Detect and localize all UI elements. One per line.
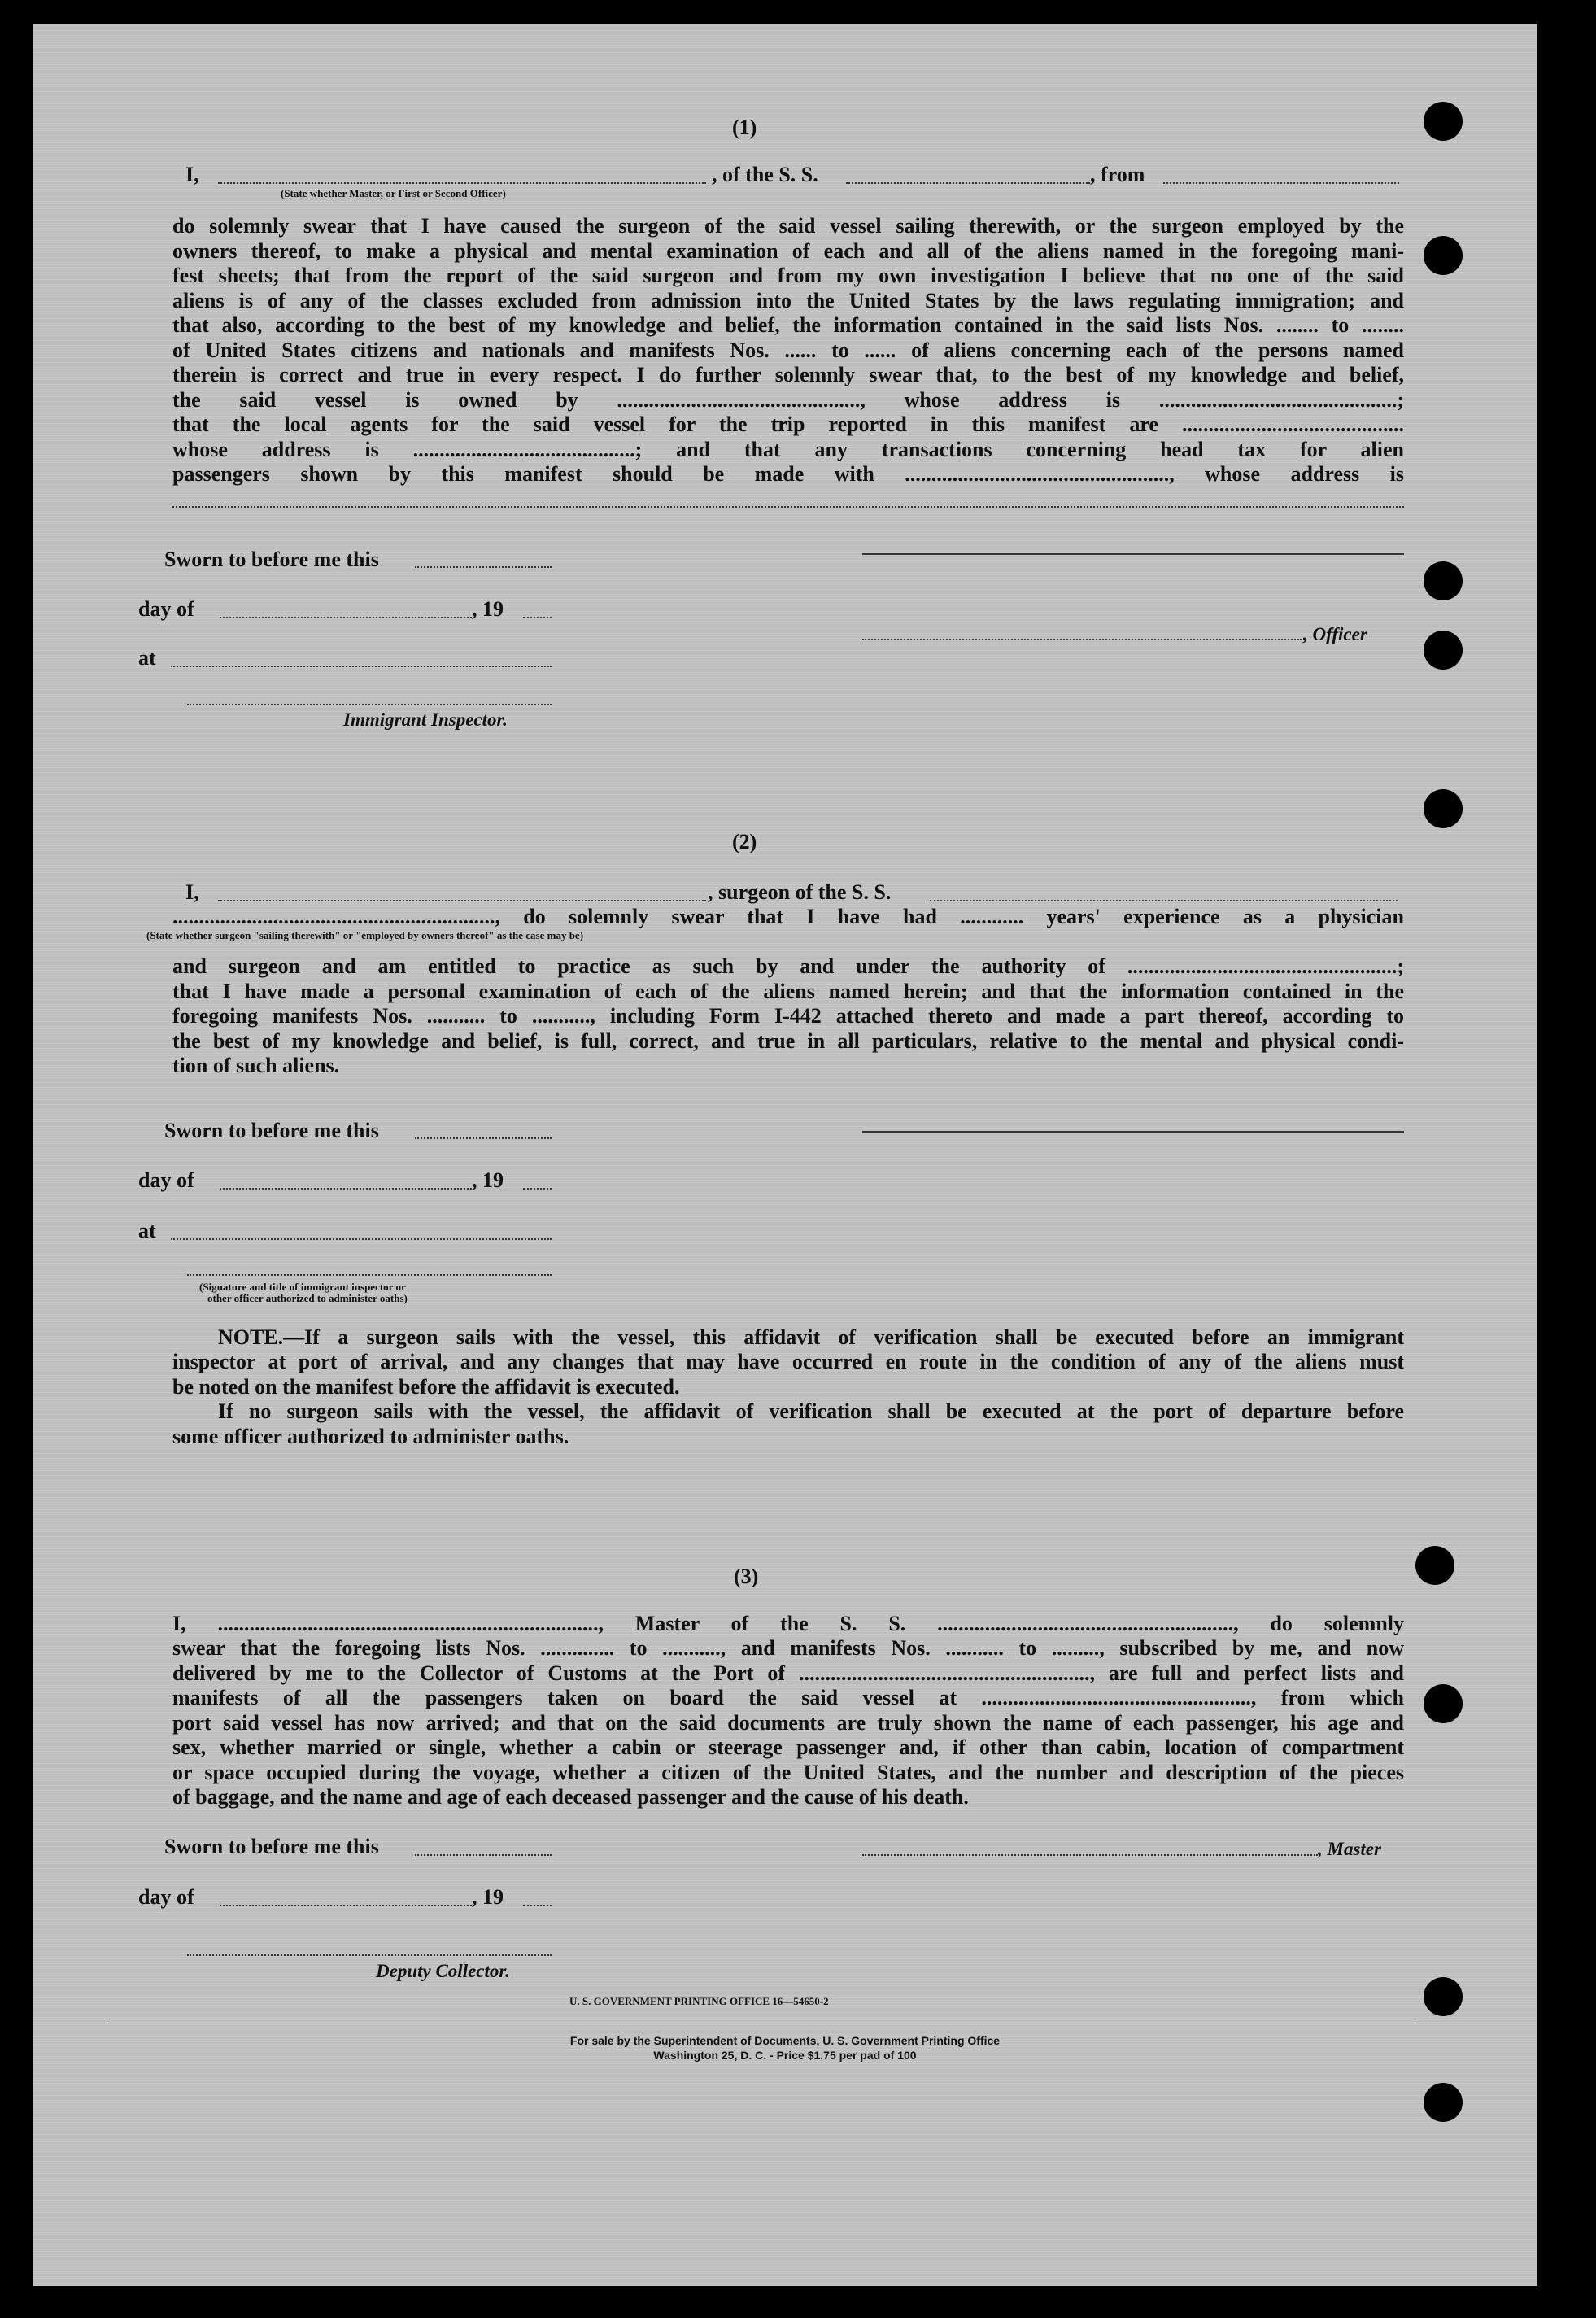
s2-caption: (State whether surgeon "sailing therewith" or "employed by owners thereof" as the case may be): [146, 929, 584, 941]
s3-day-line: [220, 1905, 472, 1906]
punch-hole-2: [1424, 236, 1463, 275]
s2-sworn-line: [415, 1137, 552, 1139]
s2-at-line: [171, 1238, 552, 1240]
punch-hole-7: [1424, 1684, 1463, 1723]
s1-inspector-label: Immigrant Inspector.: [343, 709, 508, 730]
s1-from-line: [1163, 182, 1399, 184]
s3-oath-line: delivered by me to the Collector of Customs at the Port of ......................................................., are full and perfect lists and: [172, 1661, 1404, 1685]
punch-hole-4: [1424, 631, 1463, 670]
s1-oath-line: aliens is of any of the classes excluded from admission into the United States by the laws regulating immigration; and: [172, 289, 1404, 312]
s1-day-line: [220, 617, 472, 618]
s2-oath-line: the best of my knowledge and belief, is full, correct, and true in all particulars, relative to the mental and physical condi-: [172, 1029, 1404, 1053]
s3-oath-line: sex, whether married or single, whether a cabin or steerage passenger and, if other than cabin, location of compartment: [172, 1735, 1404, 1759]
s1-oath-line: owners thereof, to make a physical and mental examination of each and all of the aliens named in the foregoing mani-: [172, 239, 1404, 263]
s3-sworn-line: [415, 1854, 552, 1856]
s1-officer-label: , Officer: [1303, 624, 1367, 644]
s1-from-label: , from: [1090, 163, 1145, 186]
s2-name-line: [218, 900, 706, 901]
s3-year-line: [523, 1905, 552, 1906]
s3-day-label: day of: [138, 1885, 194, 1909]
s2-oath-line: ............................................................., do solemnly swear that I have had ............ years' experience as a physician: [172, 905, 1404, 928]
s2-sig-caption-1: (Signature and title of immigrant inspector or: [199, 1281, 406, 1293]
s3-oath-line: or space occupied during the voyage, whether a citizen of the United States, and the number and description of the pieces: [172, 1761, 1404, 1784]
s3-deputy-label: Deputy Collector.: [376, 1961, 510, 1981]
s1-sworn-line: [415, 566, 552, 568]
s1-oath-line: that the local agents for the said vessel for the trip reported in this manifest are ..........................................: [172, 413, 1404, 436]
punch-hole-5: [1424, 789, 1463, 828]
punch-hole-8: [1424, 1977, 1463, 2016]
s1-sworn-label: Sworn to before me this: [164, 548, 379, 571]
s1-day-label: day of: [138, 597, 194, 621]
s2-year-line: [523, 1188, 552, 1190]
s2-i-label: I,: [185, 880, 199, 904]
s1-inspector-line: [187, 704, 552, 705]
s1-oath-line: passengers shown by this manifest should be made with .................................................., whose address is: [172, 462, 1404, 486]
s1-year-line: [523, 617, 552, 618]
s1-ss-label: , of the S. S.: [712, 163, 818, 186]
s1-oath-line: therein is correct and true in every respect. I do further solemnly swear that, to the best of my knowledge and belief,: [172, 363, 1404, 386]
s3-oath-line: of baggage, and the name and age of each deceased passenger and the cause of his death.: [172, 1785, 969, 1809]
section-3-number: (3): [734, 1565, 759, 1588]
s1-officer-sign-line: [862, 553, 1404, 555]
form-page: [33, 24, 1537, 2286]
s1-i-label: I,: [185, 163, 199, 186]
punch-hole-3: [1424, 561, 1463, 600]
s1-oath-line: do solemnly swear that I have caused the surgeon of the said vessel sailing therewith, or the surgeon employed by the: [172, 214, 1404, 238]
s2-sign-line: [862, 1131, 1404, 1133]
s3-oath-line: swear that the foregoing lists Nos. .............. to ..........., and manifests Nos. ........... to ........., subscribed by me, and now: [172, 1636, 1404, 1660]
s2-note-line: inspector at port of arrival, and any changes that may have occurred en route in the condition of any of the aliens must: [172, 1350, 1404, 1373]
s3-year-label: , 19: [472, 1885, 504, 1909]
s1-oath-line: whose address is ..........................................; and that any transactions concerning head tax for alien: [172, 438, 1404, 461]
printer-line: U. S. GOVERNMENT PRINTING OFFICE 16—54650-2: [569, 1995, 829, 2007]
s2-sig-caption-2: other officer authorized to administer oaths): [207, 1292, 408, 1304]
s1-at-label: at: [138, 646, 156, 670]
s3-master-line: [862, 1854, 1318, 1856]
punch-hole-6: [1415, 1546, 1454, 1585]
section-2-number: (2): [732, 830, 757, 853]
s1-officer-line: [218, 182, 706, 184]
s2-year-label: , 19: [472, 1168, 504, 1192]
footer-line-1: For sale by the Superintendent of Documents, U. S. Government Printing Office: [569, 2034, 1001, 2047]
s2-note-line: If no surgeon sails with the vessel, the affidavit of verification shall be executed at the port of departure before: [218, 1399, 1404, 1423]
s3-oath-line: manifests of all the passengers taken on board the said vessel at ..................................................., from which: [172, 1686, 1404, 1709]
s3-master-label: , Master: [1318, 1839, 1381, 1859]
s1-officer-line-2: [862, 639, 1302, 640]
s2-surgeon-label: , surgeon of the S. S.: [708, 880, 892, 904]
s2-day-label: day of: [138, 1168, 194, 1192]
footer-line-2: Washington 25, D. C. - Price $1.75 per pad of 100: [653, 2049, 917, 2062]
punch-hole-9: [1424, 2083, 1463, 2122]
s2-oath-line: tion of such aliens.: [172, 1054, 340, 1077]
s1-ss-line: [846, 182, 1090, 184]
punch-hole-1: [1424, 102, 1463, 141]
s3-oath-line: I, ........................................................................, Master of the S. S. ........................................................, do solemnly: [172, 1612, 1404, 1635]
s2-sworn-label: Sworn to before me this: [164, 1119, 379, 1142]
section-1-number: (1): [732, 116, 757, 139]
s1-oath-line: of United States citizens and nationals and manifests Nos. ...... to ...... of aliens concerning each of the persons named: [172, 338, 1404, 362]
s3-sworn-label: Sworn to before me this: [164, 1835, 379, 1858]
s2-note-line: be noted on the manifest before the affidavit is executed.: [172, 1375, 680, 1399]
s2-oath-line: foregoing manifests Nos. ........... to ..........., including Form I-442 attached thereto and made a part thereof, according to: [172, 1004, 1404, 1028]
s3-oath-line: port said vessel has now arrived; and that on the said documents are truly shown the name of each passenger, his age and: [172, 1711, 1404, 1735]
s2-day-line: [220, 1188, 472, 1190]
s1-oath-line: the said vessel is owned by .............................................., whose address is .............................................;: [172, 388, 1404, 412]
s2-note-line: some officer authorized to administer oaths.: [172, 1425, 569, 1448]
s3-deputy-line: [187, 1954, 552, 1956]
s2-oath-line: and surgeon and am entitled to practice as such by and under the authority of ...................................................;: [172, 954, 1404, 978]
s1-address-line: [172, 506, 1404, 508]
s1-oath-line: that also, according to the best of my knowledge and belief, the information contained in the said lists Nos. ........ to ........: [172, 313, 1404, 337]
s2-ss-line: [930, 900, 1398, 901]
s2-sig-line: [187, 1274, 552, 1276]
s1-officer-caption: (State whether Master, or First or Second Officer): [281, 187, 506, 199]
s1-year-label: , 19: [472, 597, 504, 621]
s1-at-line: [171, 666, 552, 667]
s1-oath-line: fest sheets; that from the report of the said surgeon and from my own investigation I believe that no one of the said: [172, 264, 1404, 287]
s2-oath-line: that I have made a personal examination of each of the aliens named herein; and that the information contained in the: [172, 980, 1404, 1003]
s2-at-label: at: [138, 1219, 156, 1242]
s2-note-line: NOTE.—If a surgeon sails with the vessel, this affidavit of verification shall be executed before an immigrant: [218, 1325, 1404, 1349]
